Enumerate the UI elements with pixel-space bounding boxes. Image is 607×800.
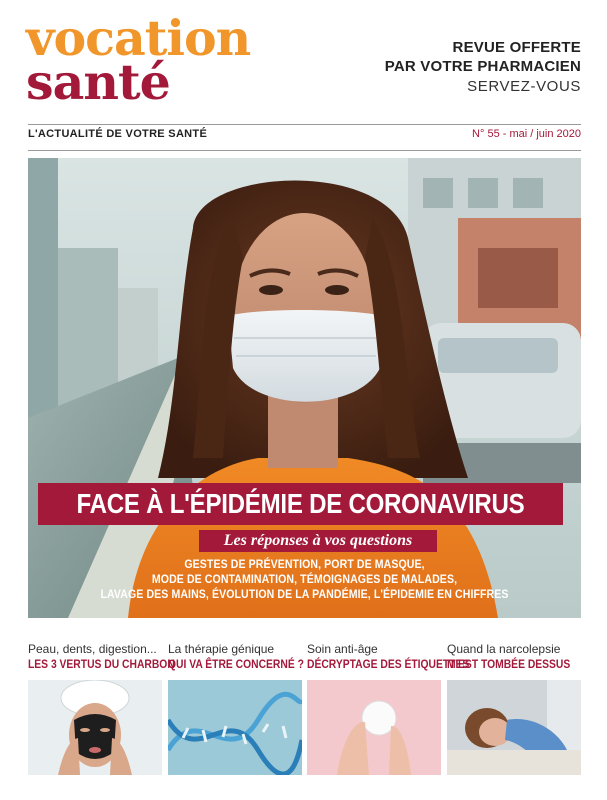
cover-headline: FACE À L'ÉPIDÉMIE DE CORONAVIRUS bbox=[76, 488, 525, 519]
cover-topics bbox=[28, 557, 581, 602]
teaser-narcolepsy bbox=[447, 642, 587, 672]
logo-word-sante: santé bbox=[26, 53, 170, 111]
bottom-divider bbox=[28, 150, 581, 151]
teaser-headline: QUI VA ÊTRE CONCERNÉ ? bbox=[168, 657, 304, 671]
charcoal-mask-photo bbox=[28, 680, 162, 775]
tagline-line-2: PAR VOTRE PHARMACIEN bbox=[384, 58, 581, 75]
teaser-anti-aging bbox=[307, 642, 470, 672]
top-divider bbox=[28, 124, 581, 125]
sleeping-woman-photo bbox=[447, 680, 581, 775]
cover-photo bbox=[28, 158, 581, 618]
teaser-headline: LES 3 VERTUS DU CHARBON bbox=[28, 657, 175, 671]
teaser-kicker: Quand la narcolepsie bbox=[447, 642, 561, 656]
cover-subheadline: Les réponses à vos questions bbox=[223, 532, 413, 549]
magazine-logo bbox=[26, 9, 346, 112]
subheadline-banner bbox=[199, 530, 437, 552]
topic-line: LAVAGE DES MAINS, ÉVOLUTION DE LA PANDÉMIE, L'ÉPIDEMIE EN CHIFFRES bbox=[100, 587, 509, 601]
strapline-text: L'ACTUALITÉ DE VOTRE SANTÉ bbox=[28, 128, 208, 140]
teaser-gene-therapy bbox=[168, 642, 308, 672]
teaser-kicker: Peau, dents, digestion... bbox=[28, 642, 157, 656]
teaser-headline: M'EST TOMBÉE DESSUS bbox=[447, 657, 571, 671]
dna-helix-photo bbox=[168, 680, 302, 775]
tagline-line-3: SERVEZ-VOUS bbox=[467, 78, 581, 95]
teaser-kicker: La thérapie génique bbox=[168, 642, 275, 656]
cream-jar-photo bbox=[307, 680, 441, 775]
headline-banner bbox=[38, 483, 563, 525]
tagline-line-1: REVUE OFFERTE bbox=[452, 39, 581, 56]
teaser-headline: DÉCRYPTAGE DES ÉTIQUETTES bbox=[307, 657, 470, 671]
teaser-kicker: Soin anti-âge bbox=[307, 642, 378, 656]
logo-word-vocation: vocation bbox=[26, 9, 251, 67]
strapline bbox=[28, 128, 581, 146]
teaser-charcoal bbox=[28, 642, 175, 672]
topic-line: MODE DE CONTAMINATION, TÉMOIGNAGES DE MALADES, bbox=[151, 572, 458, 586]
topic-line: GESTES DE PRÉVENTION, PORT DE MASQUE, bbox=[184, 557, 425, 571]
tagline bbox=[351, 38, 581, 98]
issue-number: N° 55 - mai / juin 2020 bbox=[472, 128, 581, 140]
